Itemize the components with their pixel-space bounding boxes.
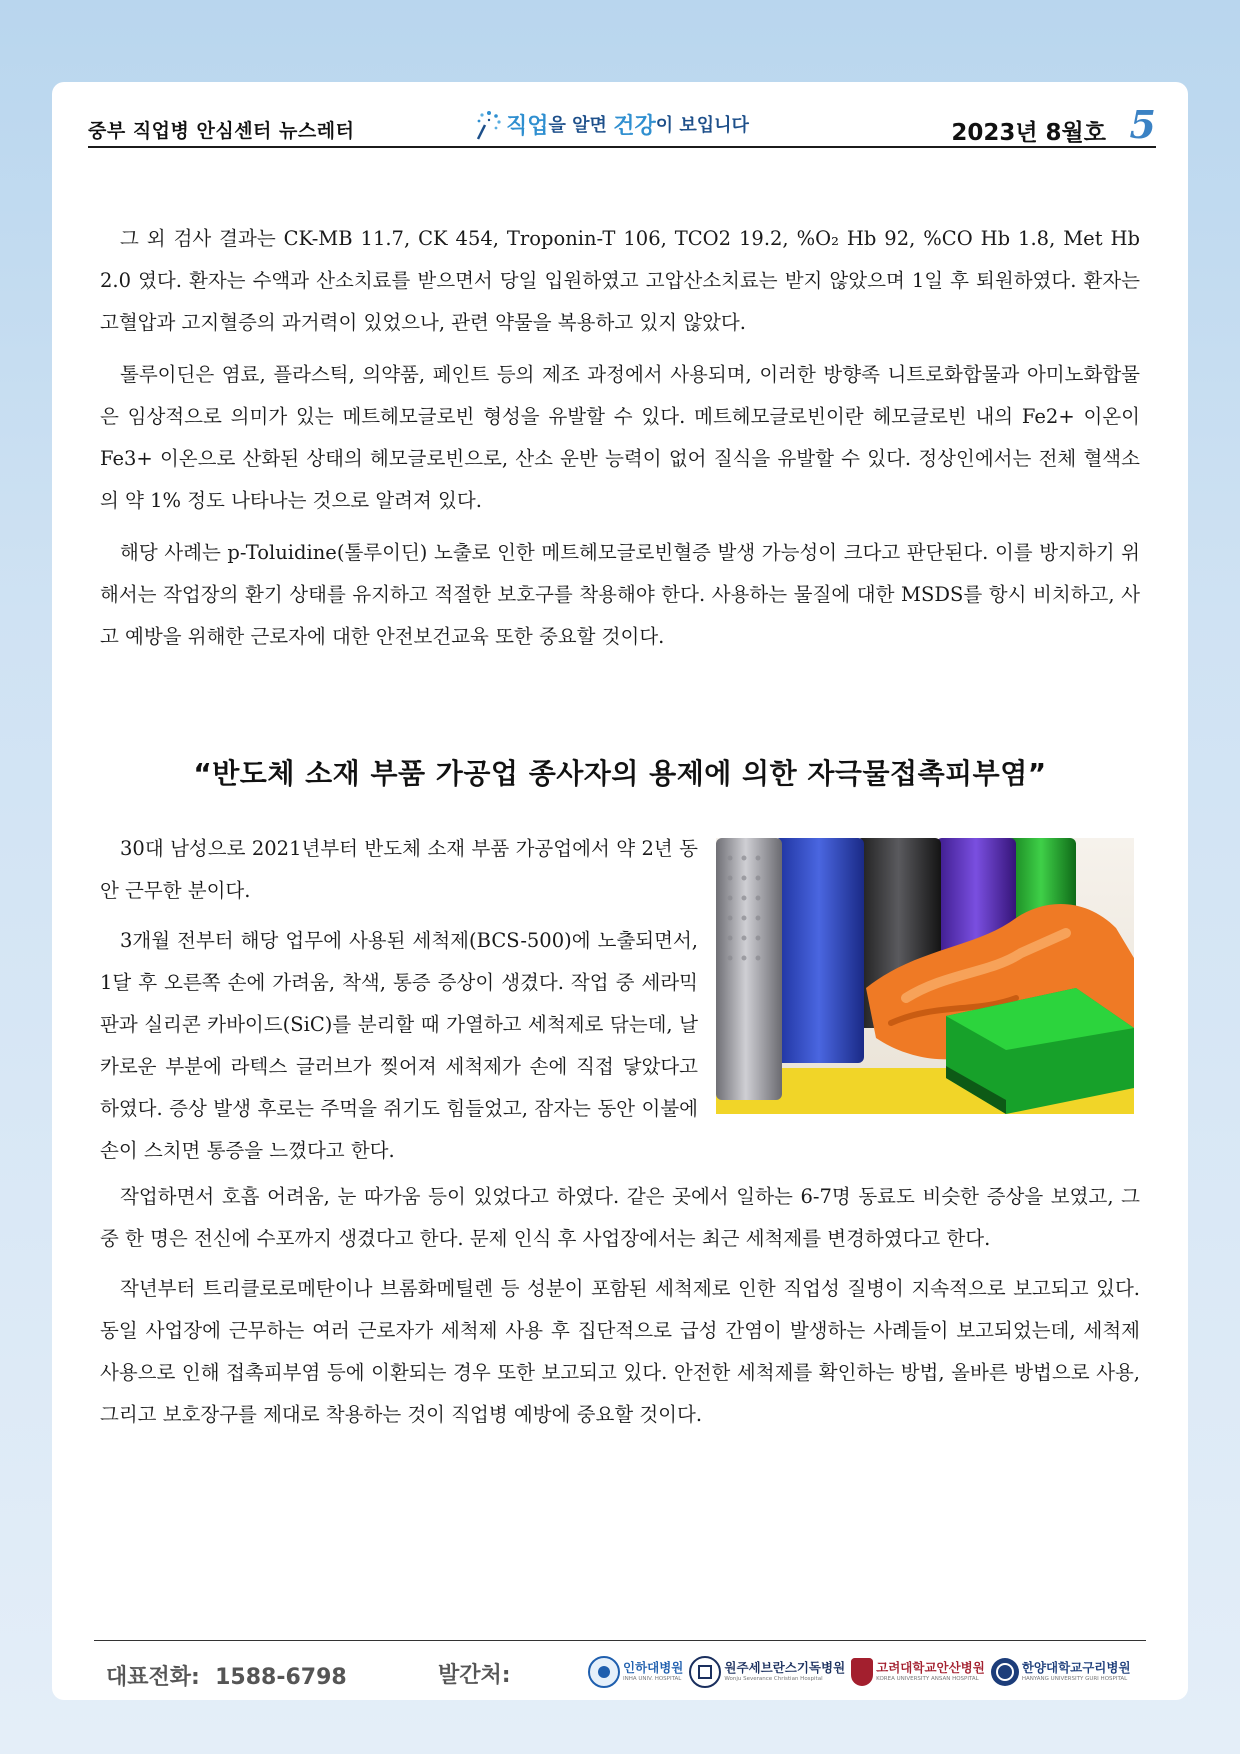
paragraph: 톨루이딘은 염료, 플라스틱, 의약품, 페인트 등의 제조 과정에서 사용되며, 이러한 방향족 니트로화합물과 아미노화합물은 임상적으로 의미가 있는 메트헤모글로빈 형성을 유발할 수 있다. 메트헤모글로빈이란 헤모글로빈 내의 Fe2+ 이온이 Fe3+ 이온으로 산화된 상태의 헤모글로빈으로, 산소 운반 능력이 없어 질식을 유발할 수 있다. 정상인에서는 전체 혈색소의 약 1% 정도 나타나는 것으로 알려져 있다. [100,363,1140,512]
inha-hospital-logo [588,1656,683,1688]
page-footer [98,1652,1148,1692]
sparkle-logo-icon [472,107,502,141]
logo-subname: INHA UNIV. HOSPITAL [623,1675,682,1682]
logo-name: 고려대학교안산병원 [876,1660,985,1675]
slogan [472,106,749,142]
paragraph: 그 외 검사 결과는 CK-MB 11.7, CK 454, Troponin-T 106, TCO2 19.2, %O₂ Hb 92, %CO Hb 1.8, Met Hb 2.0 였다. 환자는 수액과 산소치료를 받으면서 당일 입원하였고 고압산소치료는 받지 않았으며 1일 후 퇴원하였다. 환자는 고혈압과 고지혈증의 과거력이 있었으나, 관련 약물을 복용하고 있지 않았다. [100,227,1140,334]
case-left-column [100,828,698,1172]
paragraph: 작년부터 트리클로로메탄이나 브롬화메틸렌 등 성분이 포함된 세척제로 인한 직업성 질병이 지속적으로 보고되고 있다. 동일 사업장에 근무하는 여러 근로자가 세척제 사용 후 집단적으로 급성 간염이 발생하는 사례들이 보고되었는데, 세척제 사용으로 인해 접촉피부염 등에 이환되는 경우 또한 보고되고 있다. 안전한 세척제를 확인하는 방법, 올바른 방법으로 사용, 그리고 보호장구를 제대로 착용하는 것이 직업병 예방에 중요할 것이다. [100,1277,1140,1426]
hanyang-guri-logo [991,1658,1131,1686]
paragraph: 3개월 전부터 해당 업무에 사용된 세척제(BCS-500)에 노출되면서, 1달 후 오른쪽 손에 가려움, 착색, 통증 증상이 생겼다. 작업 중 세라믹 판과 실리콘 카바이드(SiC)를 분리할 때 가열하고 세척제로 닦는데, 날카로운 부분에 라텍스 글러브가 찢어져 세척제가 손에 직접 닿았다고 하였다. 증상 발생 후로는 주먹을 쥐기도 힘들었고, 잠자는 동안 이불에 손이 스치면 통증을 느꼈다고 한다. [100,929,698,1162]
logo-name: 인하대병원 [623,1660,684,1675]
logo-name: 원주세브란스기독병원 [724,1660,846,1675]
newsletter-page [52,82,1188,1700]
phone-number: 대표전화: 1588-6798 [106,1665,347,1690]
logo-subname: KOREA UNIVERSITY ANSAN HOSPITAL [876,1675,979,1682]
publisher-label: 발간처: [438,1663,511,1688]
logo-name: 한양대학교구리병원 [1021,1660,1131,1675]
page-number: 5 [1129,102,1156,147]
cleaning-supplies-photo [716,838,1134,1114]
newsletter-name: 중부 직업병 안심센터 뉴스레터 [88,120,355,142]
paragraph: 작업하면서 호흡 어려움, 눈 따가움 등이 있었다고 하였다. 같은 곳에서 일하는 6-7명 동료도 비슷한 증상을 보였고, 그 중 한 명은 전신에 수포까지 생겼다고 한다. 문제 인식 후 사업장에서는 최근 세척제를 변경하였다고 한다. [100,1185,1140,1250]
inha-emblem-icon [588,1656,620,1688]
intro-section [100,218,1140,658]
case-title: “반도체 소재 부품 가공업 종사자의 용제에 의한 자극물접촉피부염” [193,757,1047,790]
korea-univ-ansan-logo [851,1658,985,1686]
logo-subname: HANYANG UNIVERSITY GURI HOSPITAL [1021,1675,1128,1682]
slogan-part1: 직업 [506,113,549,139]
wonju-severance-logo [689,1656,845,1688]
wonju-emblem-icon [689,1656,721,1688]
slogan-part2: 을 알면 [548,115,614,136]
case-bottom-section [100,1176,1140,1436]
slogan-part3: 건강 [613,113,656,139]
hospital-logos [588,1656,1131,1688]
paragraph: 30대 남성으로 2021년부터 반도체 소재 부품 가공업에서 약 2년 동안 근무한 분이다. [100,837,698,902]
korea-univ-shield-icon [851,1658,873,1686]
paragraph: 해당 사례는 p-Toluidine(톨루이딘) 노출로 인한 메트헤모글로빈혈증 발생 가능성이 크다고 판단된다. 이를 방지하기 위해서는 작업장의 환기 상태를 유지하고 적절한 보호구를 착용해야 한다. 사용하는 물질에 대한 MSDS를 항시 비치하고, 사고 예방을 위해한 근로자에 대한 안전보건교육 또한 중요할 것이다. [100,541,1140,648]
slogan-part4: 이 보입니다 [655,115,749,136]
footer-divider [94,1640,1146,1641]
hanyang-emblem-icon [991,1658,1019,1686]
page-header [88,104,1156,148]
logo-subname: Wonju Severance Christian Hospital [724,1675,823,1682]
issue-date: 2023년 8월호 [951,120,1106,146]
